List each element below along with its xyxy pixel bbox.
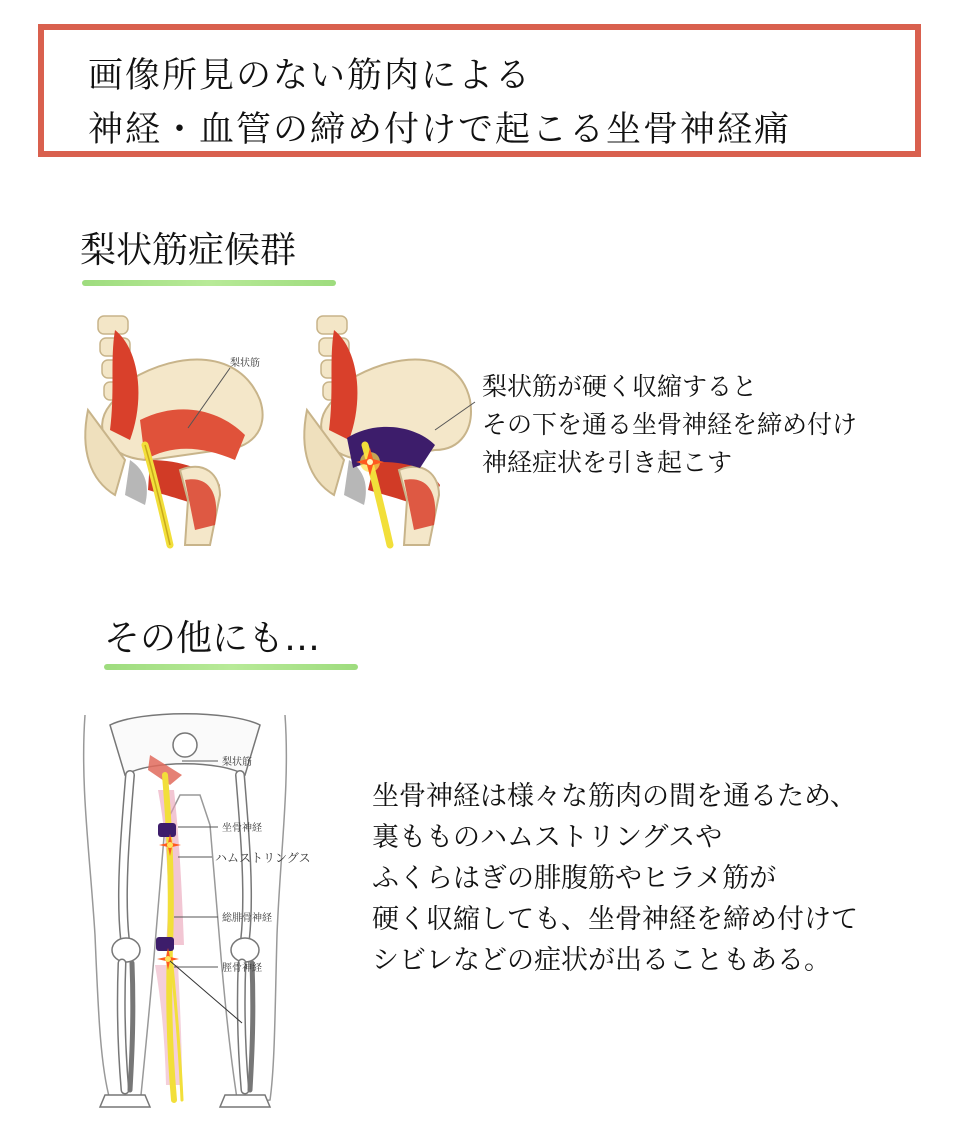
section2-desc-line-3: ふくらはぎの腓腹筋やヒラメ筋が	[372, 863, 777, 894]
section1-description	[482, 368, 857, 482]
leg-label-piriformis: 梨状筋	[222, 757, 252, 768]
leg-label-hamstrings: ハムストリングス	[215, 851, 311, 865]
section2-desc-line-4: 硬く収縮しても、坐骨神経を締め付けて	[372, 904, 858, 935]
section1-heading: 梨状筋症候群	[80, 230, 297, 271]
section2-description	[372, 776, 858, 981]
pelvis-illustration-compressed	[295, 310, 475, 550]
leg-label-common-peroneal-nerve: 総腓骨神経	[222, 913, 272, 924]
leg-label-sciatic-nerve: 坐骨神経	[222, 823, 262, 834]
section1-desc-line-3: 神経症状を引き起こす	[482, 448, 733, 477]
section2-desc-line-5: シビレなどの症状が出ることもある。	[372, 945, 831, 976]
title-line-2: 神経・血管の締め付けで起こる坐骨神経痛	[88, 110, 792, 150]
section1-underline	[82, 280, 336, 286]
piriformis-label: 梨状筋	[230, 358, 260, 369]
legs-illustration	[70, 705, 370, 1115]
section2-desc-line-1: 坐骨神経は様々な筋肉の間を通るため、	[372, 781, 857, 812]
section2-heading: その他にも…	[104, 618, 321, 659]
leg-label-tibial-nerve: 脛骨神経	[222, 963, 262, 974]
pelvis-illustration-normal	[70, 310, 300, 550]
section1-desc-line-1: 梨状筋が硬く収縮すると	[482, 372, 758, 401]
section2-desc-line-2: 裏もものハムストリングスや	[372, 822, 723, 853]
section1-desc-line-2: その下を通る坐骨神経を締め付け	[482, 410, 858, 439]
title-line-1: 画像所見のない筋肉による	[88, 56, 533, 96]
section2-underline	[104, 664, 358, 670]
title-box	[38, 24, 921, 157]
